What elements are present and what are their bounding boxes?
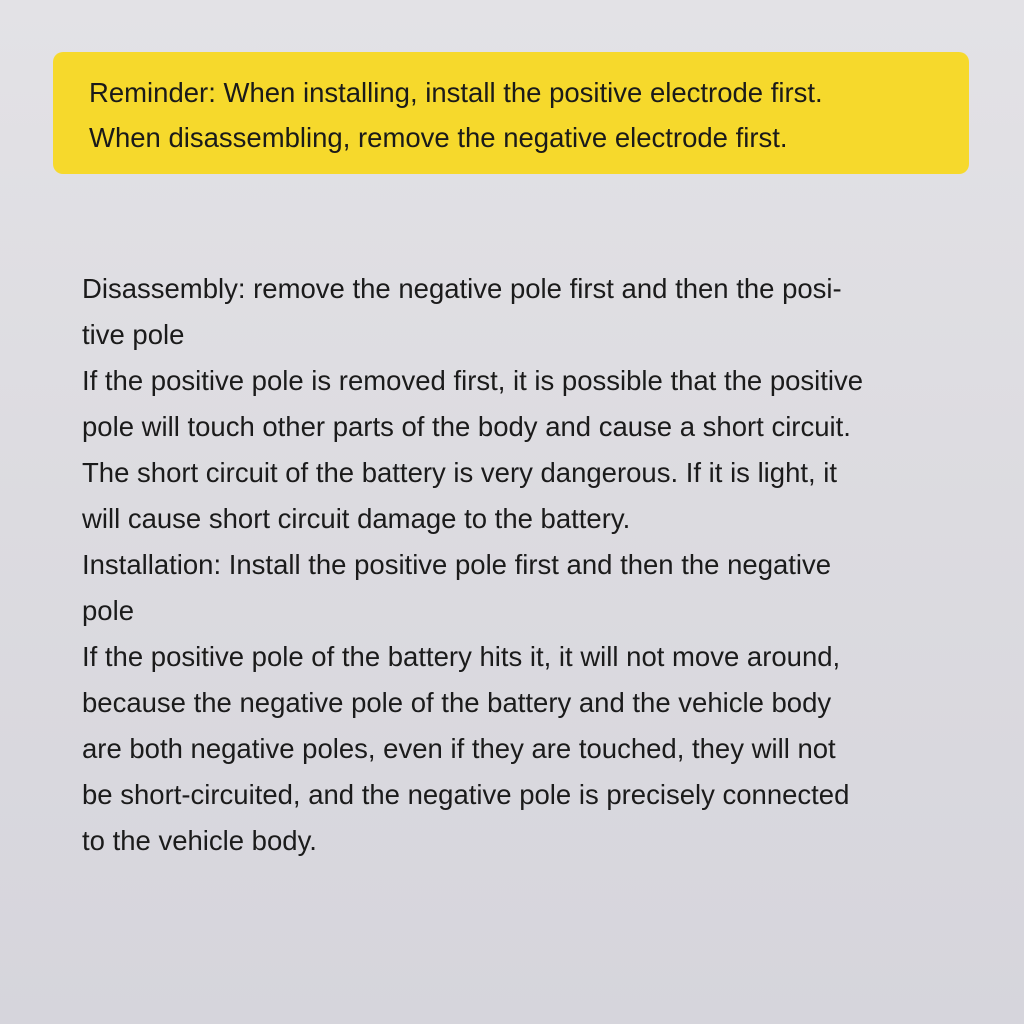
text-line: If the positive pole of the battery hits it, it will not move around, <box>82 641 841 672</box>
text-line: to the vehicle body. <box>82 825 317 856</box>
text-line: be short-circuited, and the negative pole is precisely connected <box>82 779 850 810</box>
text-line: The short circuit of the battery is very dangerous. If it is light, it <box>82 457 838 488</box>
text-line: will cause short circuit damage to the battery. <box>82 503 631 534</box>
text-line: Disassembly: remove the negative pole first and then the posi- <box>82 273 842 304</box>
text-line: pole will touch other parts of the body and cause a short circuit. <box>82 411 851 442</box>
text-line: are both negative poles, even if they are touched, they will not <box>82 733 836 764</box>
text-line: Installation: Install the positive pole first and then the negative <box>82 549 832 580</box>
text-line: If the positive pole is removed first, it is possible that the positive <box>82 365 864 396</box>
reminder-line-2: When disassembling, remove the negative electrode first. <box>89 122 788 153</box>
reminder-box <box>53 52 969 174</box>
instructions-text <box>82 266 962 864</box>
text-line: because the negative pole of the battery and the vehicle body <box>82 687 832 718</box>
reminder-line-1: Reminder: When installing, install the positive electrode first. <box>89 77 823 108</box>
text-line: pole <box>82 595 134 626</box>
text-line: tive pole <box>82 319 185 350</box>
